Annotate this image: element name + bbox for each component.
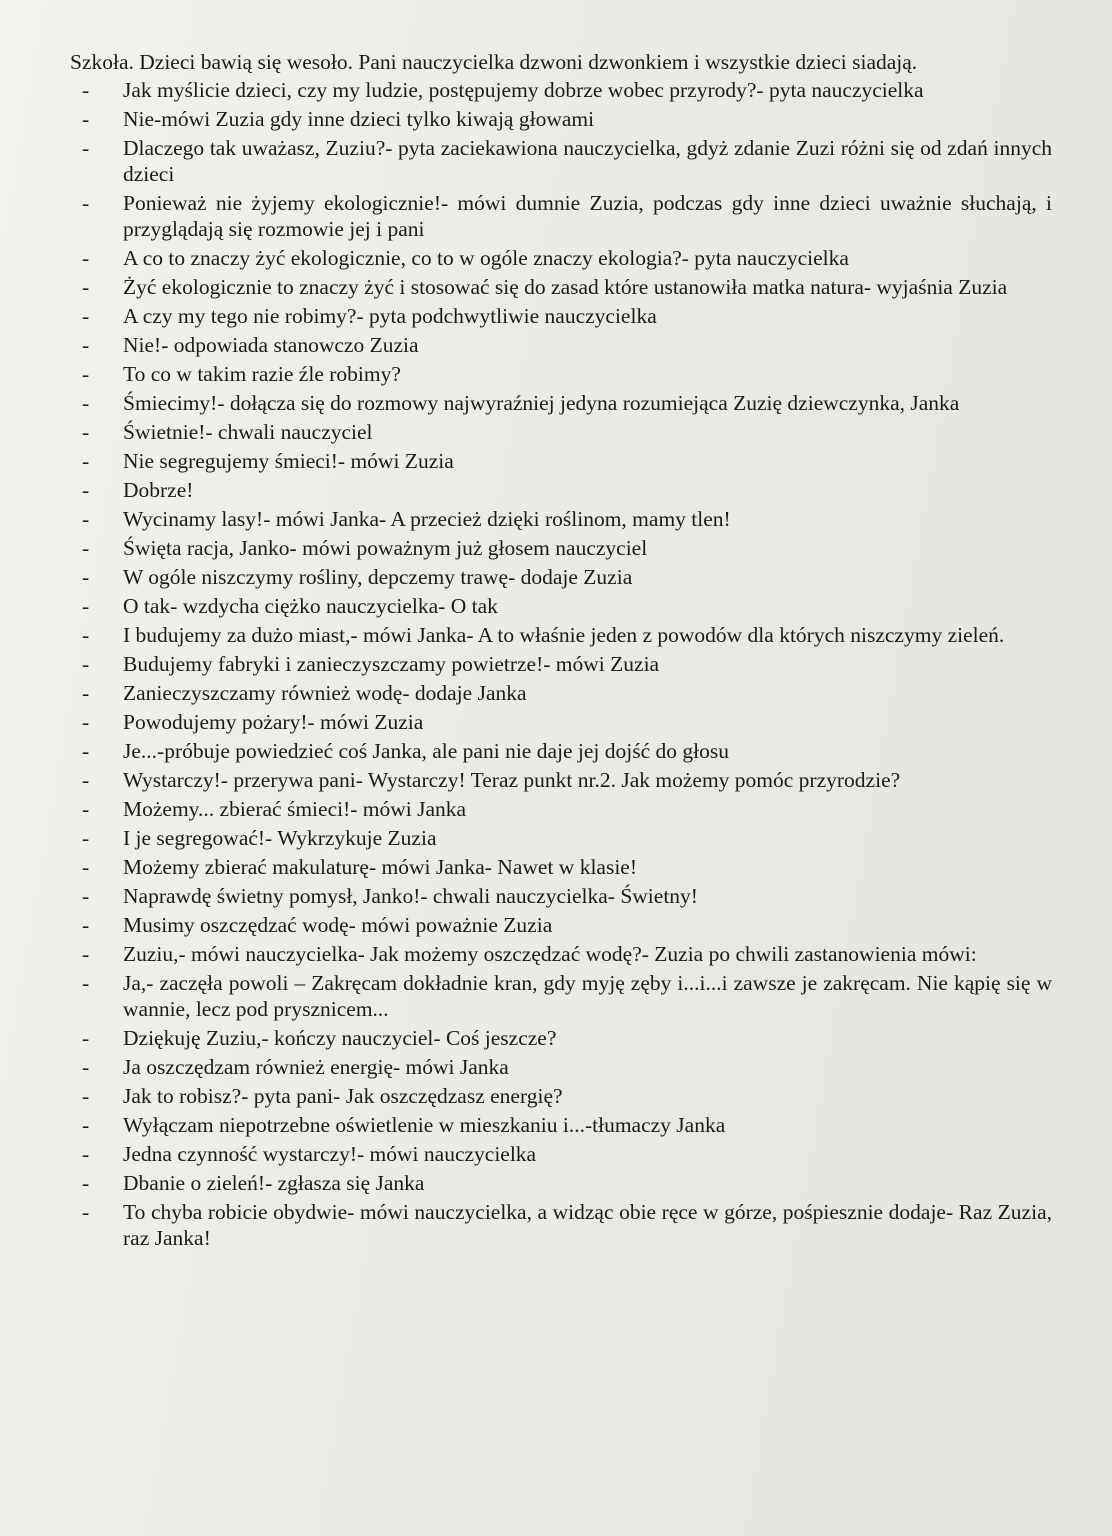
dialogue-line: - Naprawdę świetny pomysł, Janko!- chwali nauczycielka- Świetny!	[70, 883, 1052, 909]
dialogue-line: - Ponieważ nie żyjemy ekologicznie!- mówi dumnie Zuzia, podczas gdy inne dzieci uważnie słuchają, i przyglądają się rozmowie jej i pani	[70, 190, 1052, 242]
dialogue-line: - Nie-mówi Zuzia gdy inne dzieci tylko kiwają głowami	[70, 106, 1052, 132]
dialogue-line: - O tak- wzdycha ciężko nauczycielka- O tak	[70, 593, 1052, 619]
dialogue-list	[70, 77, 1052, 1251]
dialogue-line: - Powodujemy pożary!- mówi Zuzia	[70, 709, 1052, 735]
dialogue-line: - I je segregować!- Wykrzykuje Zuzia	[70, 825, 1052, 851]
dialogue-line: - Musimy oszczędzać wodę- mówi poważnie Zuzia	[70, 912, 1052, 938]
dialogue-line: - To chyba robicie obydwie- mówi nauczycielka, a widząc obie ręce w górze, pośpiesznie dodaje- Raz Zuzia, raz Janka!	[70, 1199, 1052, 1251]
dialogue-line: - Śmiecimy!- dołącza się do rozmowy najwyraźniej jedyna rozumiejąca Zuzię dziewczynka, Janka	[70, 390, 1052, 416]
dialogue-line: - Jak myślicie dzieci, czy my ludzie, postępujemy dobrze wobec przyrody?- pyta nauczycielka	[70, 77, 1052, 103]
dialogue-line: - Dlaczego tak uważasz, Zuziu?- pyta zaciekawiona nauczycielka, gdyż zdanie Zuzi różni się od zdań innych dzieci	[70, 135, 1052, 187]
dialogue-line: - Ja,- zaczęła powoli – Zakręcam dokładnie kran, gdy myję zęby i...i...i zawsze je zakręcam. Nie kąpię się w wannie, lecz pod prysznicem...	[70, 970, 1052, 1022]
dialogue-line: - Zanieczyszczamy również wodę- dodaje Janka	[70, 680, 1052, 706]
dialogue-line: - Dziękuję Zuziu,- kończy nauczyciel- Coś jeszcze?	[70, 1025, 1052, 1051]
dialogue-line: - Możemy zbierać makulaturę- mówi Janka- Nawet w klasie!	[70, 854, 1052, 880]
dialogue-line: - To co w takim razie źle robimy?	[70, 361, 1052, 387]
dialogue-line: - Wystarczy!- przerywa pani- Wystarczy! Teraz punkt nr.2. Jak możemy pomóc przyrodzie?	[70, 767, 1052, 793]
dialogue-line: - Dbanie o zieleń!- zgłasza się Janka	[70, 1170, 1052, 1196]
dialogue-line: - Budujemy fabryki i zanieczyszczamy powietrze!- mówi Zuzia	[70, 651, 1052, 677]
dialogue-line: - Zuziu,- mówi nauczycielka- Jak możemy oszczędzać wodę?- Zuzia po chwili zastanowienia mówi:	[70, 941, 1052, 967]
dialogue-line: - Możemy... zbierać śmieci!- mówi Janka	[70, 796, 1052, 822]
dialogue-line: - Święta racja, Janko- mówi poważnym już głosem nauczyciel	[70, 535, 1052, 561]
dialogue-line: - Je...-próbuje powiedzieć coś Janka, ale pani nie daje jej dojść do głosu	[70, 738, 1052, 764]
dialogue-line: - Wycinamy lasy!- mówi Janka- A przecież dzięki roślinom, mamy tlen!	[70, 506, 1052, 532]
dialogue-line: - W ogóle niszczymy rośliny, depczemy trawę- dodaje Zuzia	[70, 564, 1052, 590]
dialogue-line: - Dobrze!	[70, 477, 1052, 503]
intro-paragraph: Szkoła. Dzieci bawią się wesoło. Pani nauczycielka dzwoni dzwonkiem i wszystkie dzieci siadają.	[70, 50, 918, 74]
dialogue-line: - Nie segregujemy śmieci!- mówi Zuzia	[70, 448, 1052, 474]
dialogue-line: - Jak to robisz?- pyta pani- Jak oszczędzasz energię?	[70, 1083, 1052, 1109]
dialogue-line: - A co to znaczy żyć ekologicznie, co to w ogóle znaczy ekologia?- pyta nauczycielka	[70, 245, 1052, 271]
dialogue-line: - Jedna czynność wystarczy!- mówi nauczycielka	[70, 1141, 1052, 1167]
dialogue-line: - Żyć ekologicznie to znaczy żyć i stosować się do zasad które ustanowiła matka natura- wyjaśnia Zuzia	[70, 274, 1052, 300]
dialogue-line: - I budujemy za dużo miast,- mówi Janka- A to właśnie jeden z powodów dla których niszczymy zieleń.	[70, 622, 1052, 648]
dialogue-line: - Nie!- odpowiada stanowczo Zuzia	[70, 332, 1052, 358]
dialogue-line: - Świetnie!- chwali nauczyciel	[70, 419, 1052, 445]
dialogue-line: - Ja oszczędzam również energię- mówi Janka	[70, 1054, 1052, 1080]
dialogue-line: - A czy my tego nie robimy?- pyta podchwytliwie nauczycielka	[70, 303, 1052, 329]
dialogue-line: - Wyłączam niepotrzebne oświetlenie w mieszkaniu i...-tłumaczy Janka	[70, 1112, 1052, 1138]
